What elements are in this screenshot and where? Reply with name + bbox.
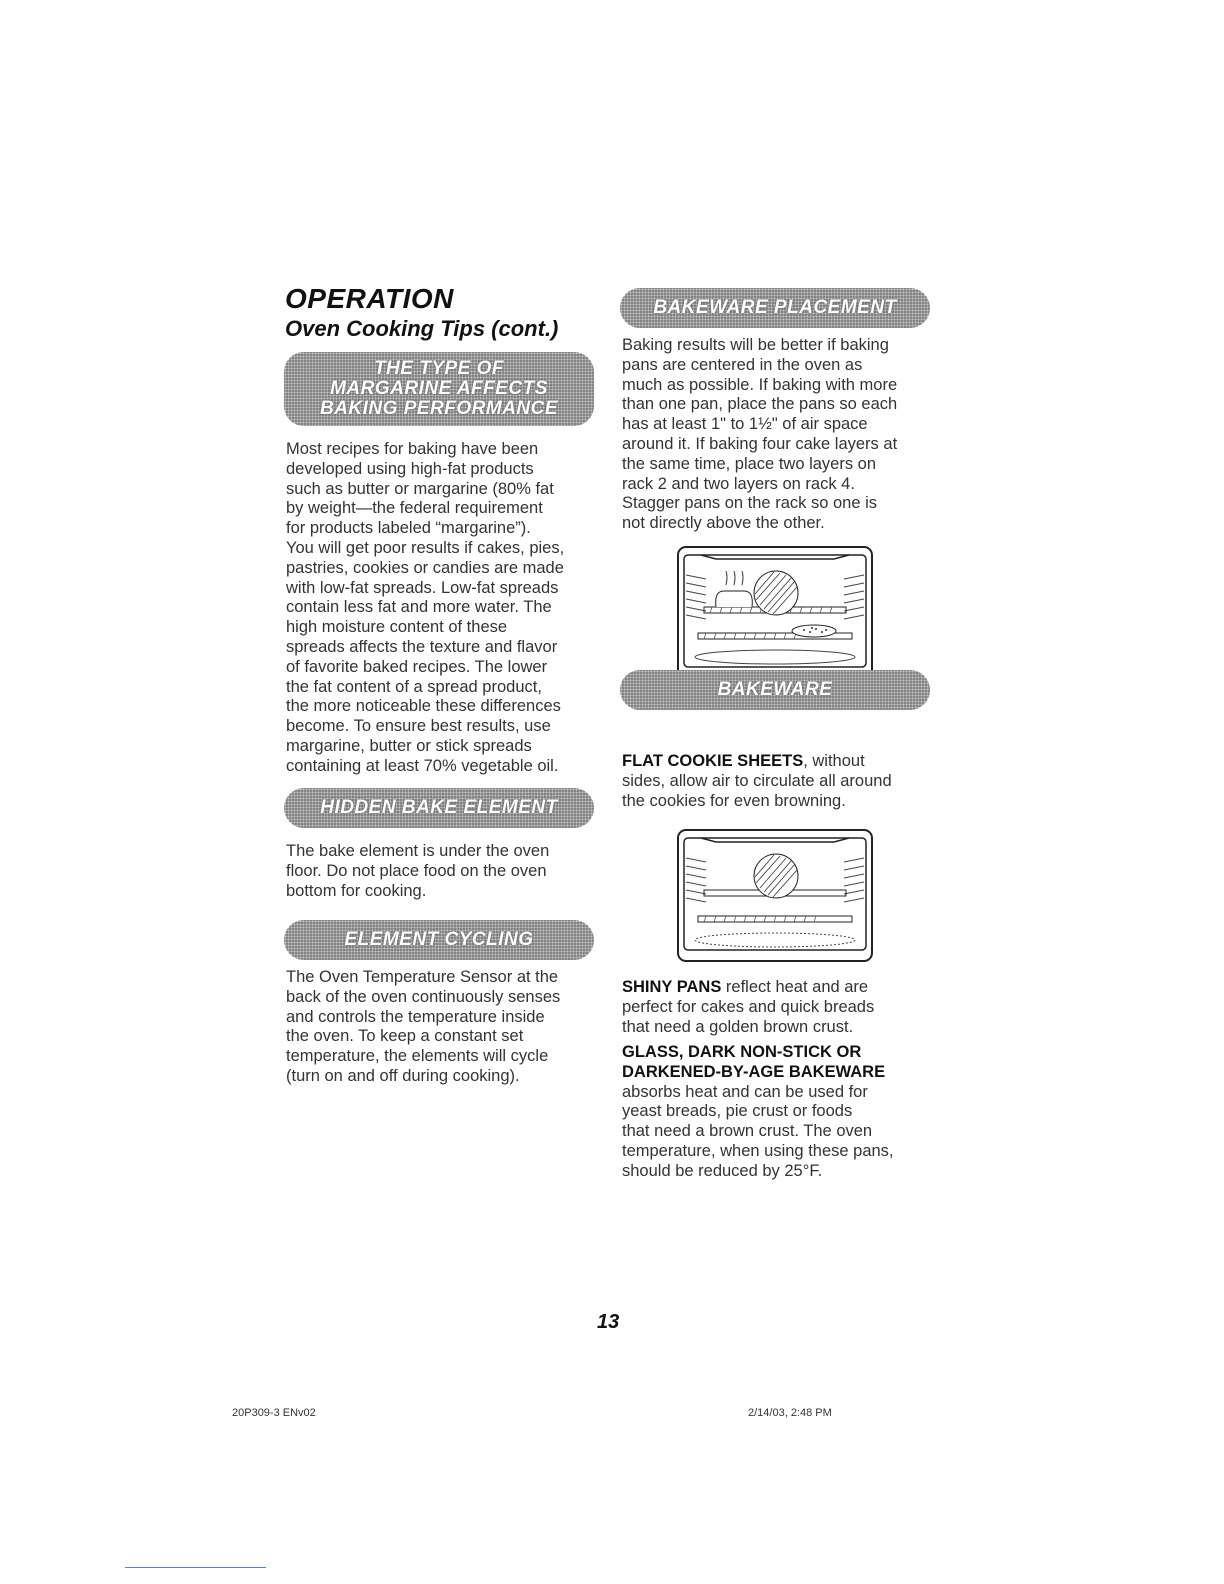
placement-paragraph <box>622 336 942 534</box>
text-line: back of the oven continuously senses <box>286 987 561 1006</box>
element-cycling-paragraph <box>286 968 606 1087</box>
text-line: than one pan, place the pans so each <box>622 395 898 414</box>
text-line: become. To ensure best results, use <box>286 717 551 736</box>
text-fragment: , without <box>803 752 865 770</box>
text-line: yeast breads, pie crust or foods <box>622 1102 853 1121</box>
placement-heading <box>620 288 930 328</box>
text-line <box>622 752 942 772</box>
glass-bakeware-paragraph <box>622 1043 942 1182</box>
document-code: 20P309-3 ENv02 <box>232 1407 316 1419</box>
placement-heading-text: BAKEWARE PLACEMENT <box>653 297 897 319</box>
text-line: such as butter or margarine (80% fat <box>286 479 554 498</box>
bakeware-heading-text: BAKEWARE <box>717 679 833 701</box>
text-line: Baking results will be better if baking <box>622 336 889 354</box>
text-line: floor. Do not place food on the oven <box>286 861 547 880</box>
footnote-rule <box>125 1567 266 1568</box>
text-line: the same time, place two layers on <box>622 454 877 473</box>
text-line <box>622 1043 942 1063</box>
text-line: the cookies for even browning. <box>622 791 846 810</box>
oven-placement-illustration <box>676 545 874 680</box>
text-line: with low-fat spreads. Low-fat spreads <box>286 578 559 597</box>
text-line: Stagger pans on the rack so one is <box>622 494 877 513</box>
hidden-bake-heading <box>284 788 594 828</box>
margarine-heading-line3: BAKING PERFORMANCE <box>319 397 559 419</box>
text-line: around it. If baking four cake layers at <box>622 434 898 453</box>
text-line: The bake element is under the oven <box>286 842 550 860</box>
element-cycling-heading <box>284 920 594 960</box>
text-line <box>622 978 942 998</box>
text-line: rack 2 and two layers on rack 4. <box>622 474 855 493</box>
text-line: high moisture content of these <box>286 618 508 637</box>
text-line: contain less fat and more water. The <box>286 598 552 617</box>
text-line: bottom for cooking. <box>286 881 427 900</box>
cookie-sheets-paragraph <box>622 752 942 811</box>
text-line: (turn on and off during cooking). <box>286 1066 520 1085</box>
text-line: that need a golden brown crust. <box>622 1017 854 1036</box>
text-line: pans are centered in the oven as <box>622 355 863 374</box>
text-line: for products labeled “margarine”). <box>286 519 531 538</box>
page-number: 13 <box>597 1311 620 1333</box>
page-subtitle: Oven Cooking Tips (cont.) <box>285 316 559 341</box>
text-line: containing at least 70% vegetable oil. <box>286 756 559 775</box>
margarine-heading <box>284 352 594 426</box>
text-fragment: reflect heat and are <box>721 978 869 996</box>
hidden-bake-heading-text: HIDDEN BAKE ELEMENT <box>320 797 558 819</box>
hidden-bake-paragraph <box>286 842 606 901</box>
element-cycling-heading-text: ELEMENT CYCLING <box>344 929 534 951</box>
text-line: Most recipes for baking have been <box>286 440 539 458</box>
text-line: the more noticeable these differences <box>286 697 561 716</box>
text-line: temperature, when using these pans, <box>622 1141 894 1160</box>
text-line: that need a brown crust. The oven <box>622 1122 873 1141</box>
text-line: The Oven Temperature Sensor at the <box>286 968 559 986</box>
text-line: much as possible. If baking with more <box>622 375 898 394</box>
text-line: margarine, butter or stick spreads <box>286 736 532 755</box>
text-line: by weight—the federal requirement <box>286 499 543 518</box>
text-line <box>622 1063 942 1083</box>
print-timestamp: 2/14/03, 2:48 PM <box>748 1407 832 1419</box>
text-line: the oven. To keep a constant set <box>286 1027 524 1046</box>
glass-bakeware-term-line1: GLASS, DARK NON-STICK OR <box>622 1043 862 1061</box>
margarine-paragraph <box>286 440 606 777</box>
margarine-heading-line2: MARGARINE AFFECTS <box>330 378 548 400</box>
section-title: OPERATION <box>285 283 454 314</box>
text-line: spreads affects the texture and flavor <box>286 637 558 656</box>
text-line: and controls the temperature inside <box>286 1007 545 1026</box>
text-line: developed using high-fat products <box>286 459 534 478</box>
text-line: perfect for cakes and quick breads <box>622 997 875 1016</box>
text-line: You will get poor results if cakes, pies, <box>286 538 565 557</box>
text-line: temperature, the elements will cycle <box>286 1047 549 1066</box>
text-line: has at least 1" to 1½" of air space <box>622 415 868 434</box>
shiny-pans-paragraph <box>622 978 942 1037</box>
margarine-heading-line1: THE TYPE OF <box>373 358 505 380</box>
oven-cookie-sheet-illustration <box>676 828 874 963</box>
text-line: not directly above the other. <box>622 514 825 533</box>
shiny-pans-term: SHINY PANS <box>622 978 722 996</box>
bakeware-heading <box>620 670 930 710</box>
cookie-sheets-term: FLAT COOKIE SHEETS <box>622 752 804 770</box>
text-line: sides, allow air to circulate all around <box>622 771 892 790</box>
glass-bakeware-term-line2: DARKENED-BY-AGE BAKEWARE <box>622 1062 886 1081</box>
text-line: of favorite baked recipes. The lower <box>286 657 548 676</box>
text-line: pastries, cookies or candies are made <box>286 558 564 577</box>
text-line: the fat content of a spread product, <box>286 677 542 696</box>
text-line: should be reduced by 25°F. <box>622 1161 823 1180</box>
text-line: absorbs heat and can be used for <box>622 1082 868 1101</box>
